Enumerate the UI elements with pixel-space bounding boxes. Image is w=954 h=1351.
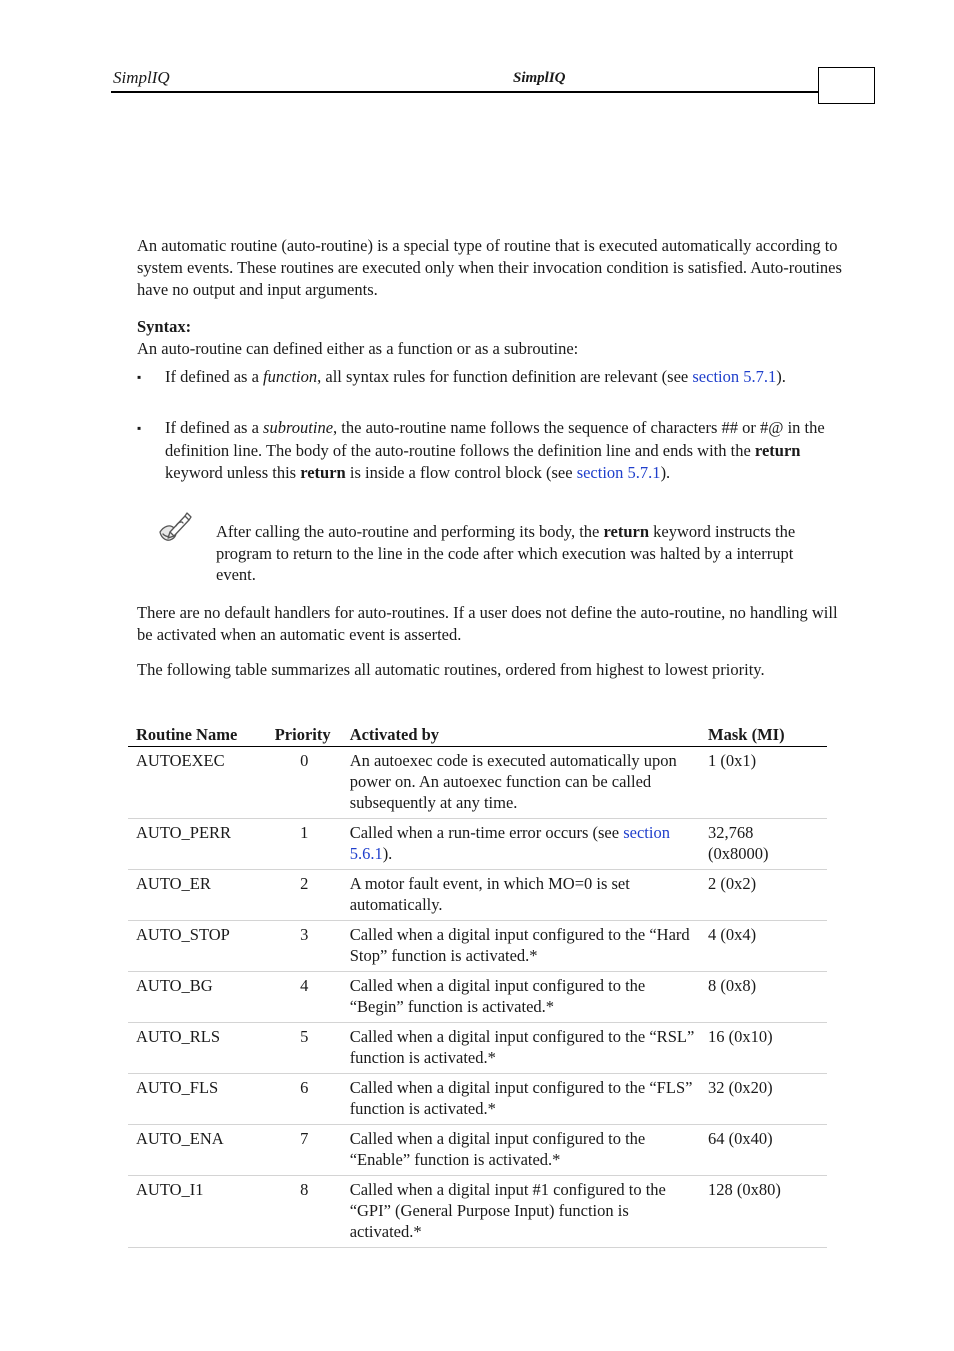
col-header-activated-by: Activated by	[342, 723, 700, 747]
bullet-marker: ▪	[137, 370, 142, 384]
routine-activated-by: Called when a digital input configured to the “Hard Stop” function is activated.*	[342, 921, 700, 972]
routine-priority: 1	[267, 819, 342, 870]
table-row	[128, 819, 827, 870]
routine-priority: 8	[267, 1176, 342, 1248]
bullet-italic-term: function	[263, 367, 318, 386]
bullet-marker: ▪	[137, 421, 142, 435]
routine-mask: 32 (0x20)	[700, 1074, 827, 1125]
activated-text: ).	[382, 844, 393, 863]
table-row	[128, 747, 827, 819]
routine-name: AUTO_FLS	[128, 1074, 267, 1125]
routine-name: AUTO_RLS	[128, 1023, 267, 1074]
routine-mask: 4 (0x4)	[700, 921, 827, 972]
routine-priority: 5	[267, 1023, 342, 1074]
bullet-text: keyword unless this	[165, 463, 301, 482]
bullet-italic-term: subroutine	[263, 418, 334, 437]
header-rule	[111, 91, 819, 93]
routine-name: AUTO_BG	[128, 972, 267, 1023]
note-text	[216, 521, 836, 586]
table-row	[128, 1125, 827, 1176]
routine-priority: 3	[267, 921, 342, 972]
table-row	[128, 921, 827, 972]
table-row	[128, 870, 827, 921]
table-intro-paragraph: The following table summarizes all automatic routines, ordered from highest to lowest priority.	[137, 660, 765, 679]
syntax-heading: Syntax:	[137, 317, 192, 336]
routine-priority: 2	[267, 870, 342, 921]
routine-mask: 8 (0x8)	[700, 972, 827, 1023]
routine-name: AUTO_I1	[128, 1176, 267, 1248]
bullet-subroutine	[165, 417, 845, 485]
table-row	[128, 1023, 827, 1074]
col-header-mask: Mask (MI)	[700, 723, 827, 747]
bullet-text: , the auto-routine name follows the sequence of characters ## or #@ in the definition line. The body of the auto-routine follows the definition line and ends with the	[165, 418, 825, 460]
header-center-title: SimplIQ	[513, 70, 566, 86]
table-header-row	[128, 723, 827, 747]
routine-activated-by: Called when a digital input configured to the “FLS” function is activated.*	[342, 1074, 700, 1125]
default-handlers-paragraph: There are no default handlers for auto-routines. If a user does not define the auto-routine, no handling will be activated when an automatic event is asserted.	[137, 603, 838, 644]
header-left-title: SimplIQ	[113, 68, 170, 87]
routine-mask: 128 (0x80)	[700, 1176, 827, 1248]
section-link[interactable]: section 5.7.1	[576, 463, 661, 482]
routine-mask: 32,768 (0x8000)	[700, 819, 827, 870]
routine-mask: 2 (0x2)	[700, 870, 827, 921]
bullet-text: , all syntax rules for function definition are relevant (see	[317, 367, 693, 386]
bullet-text: ).	[776, 367, 786, 386]
page-number-box	[818, 67, 875, 104]
table-row	[128, 1176, 827, 1248]
routine-priority: 4	[267, 972, 342, 1023]
routine-activated-by: Called when a digital input #1 configured to the “GPI” (General Purpose Input) function is activated.*	[342, 1176, 700, 1248]
routine-name: AUTO_PERR	[128, 819, 267, 870]
routine-priority: 6	[267, 1074, 342, 1125]
routine-activated-by: Called when a digital input configured to the “RSL” function is activated.*	[342, 1023, 700, 1074]
routine-name: AUTOEXEC	[128, 747, 267, 819]
section-link[interactable]: section 5.7.1	[692, 367, 777, 386]
routine-activated-by: An autoexec code is executed automatically upon power on. An autoexec function can be called subsequently at any time.	[342, 747, 700, 819]
activated-text: Called when a run-time error occurs (see	[349, 823, 624, 842]
bullet-text: If defined as a	[165, 418, 264, 437]
syntax-text: An auto-routine can defined either as a function or as a subroutine:	[137, 339, 579, 358]
routine-mask: 1 (0x1)	[700, 747, 827, 819]
table-row	[128, 1074, 827, 1125]
routine-mask: 16 (0x10)	[700, 1023, 827, 1074]
note-bold-keyword: return	[603, 522, 650, 541]
routine-priority: 7	[267, 1125, 342, 1176]
routine-activated-by	[342, 819, 700, 870]
bullet-bold-keyword: return	[300, 463, 346, 482]
col-header-routine-name: Routine Name	[128, 723, 267, 747]
table-row	[128, 972, 827, 1023]
bullet-text: ).	[660, 463, 671, 482]
bullet-text: If defined as a	[165, 367, 264, 386]
bullet-function	[165, 366, 845, 389]
note-pen-icon	[156, 510, 192, 544]
note-text-part: After calling the auto-routine and performing its body, the	[216, 522, 604, 541]
note-text-part: keyword instructs the program to return to the line in the code after which execution was halted by a interrupt event.	[216, 522, 796, 584]
routine-priority: 0	[267, 747, 342, 819]
routine-activated-by: Called when a digital input configured to the “Begin” function is activated.*	[342, 972, 700, 1023]
bullet-text: is inside a flow control block (see	[345, 463, 577, 482]
section-link[interactable]: section 5.6.1	[349, 823, 670, 863]
bullet-bold-keyword: return	[754, 440, 801, 460]
routine-name: AUTO_ENA	[128, 1125, 267, 1176]
routine-activated-by: A motor fault event, in which MO=0 is set automatically.	[342, 870, 700, 921]
routine-name: AUTO_STOP	[128, 921, 267, 972]
routine-activated-by: Called when a digital input configured to the “Enable” function is activated.*	[342, 1125, 700, 1176]
auto-routines-table	[128, 723, 827, 1248]
routine-mask: 64 (0x40)	[700, 1125, 827, 1176]
intro-paragraph: An automatic routine (auto-routine) is a special type of routine that is executed automatically according to system events. These routines are executed only when their invocation condition is satisfied. Auto-routines have no output and input arguments.	[137, 236, 842, 299]
col-header-priority: Priority	[267, 723, 342, 747]
routine-name: AUTO_ER	[128, 870, 267, 921]
